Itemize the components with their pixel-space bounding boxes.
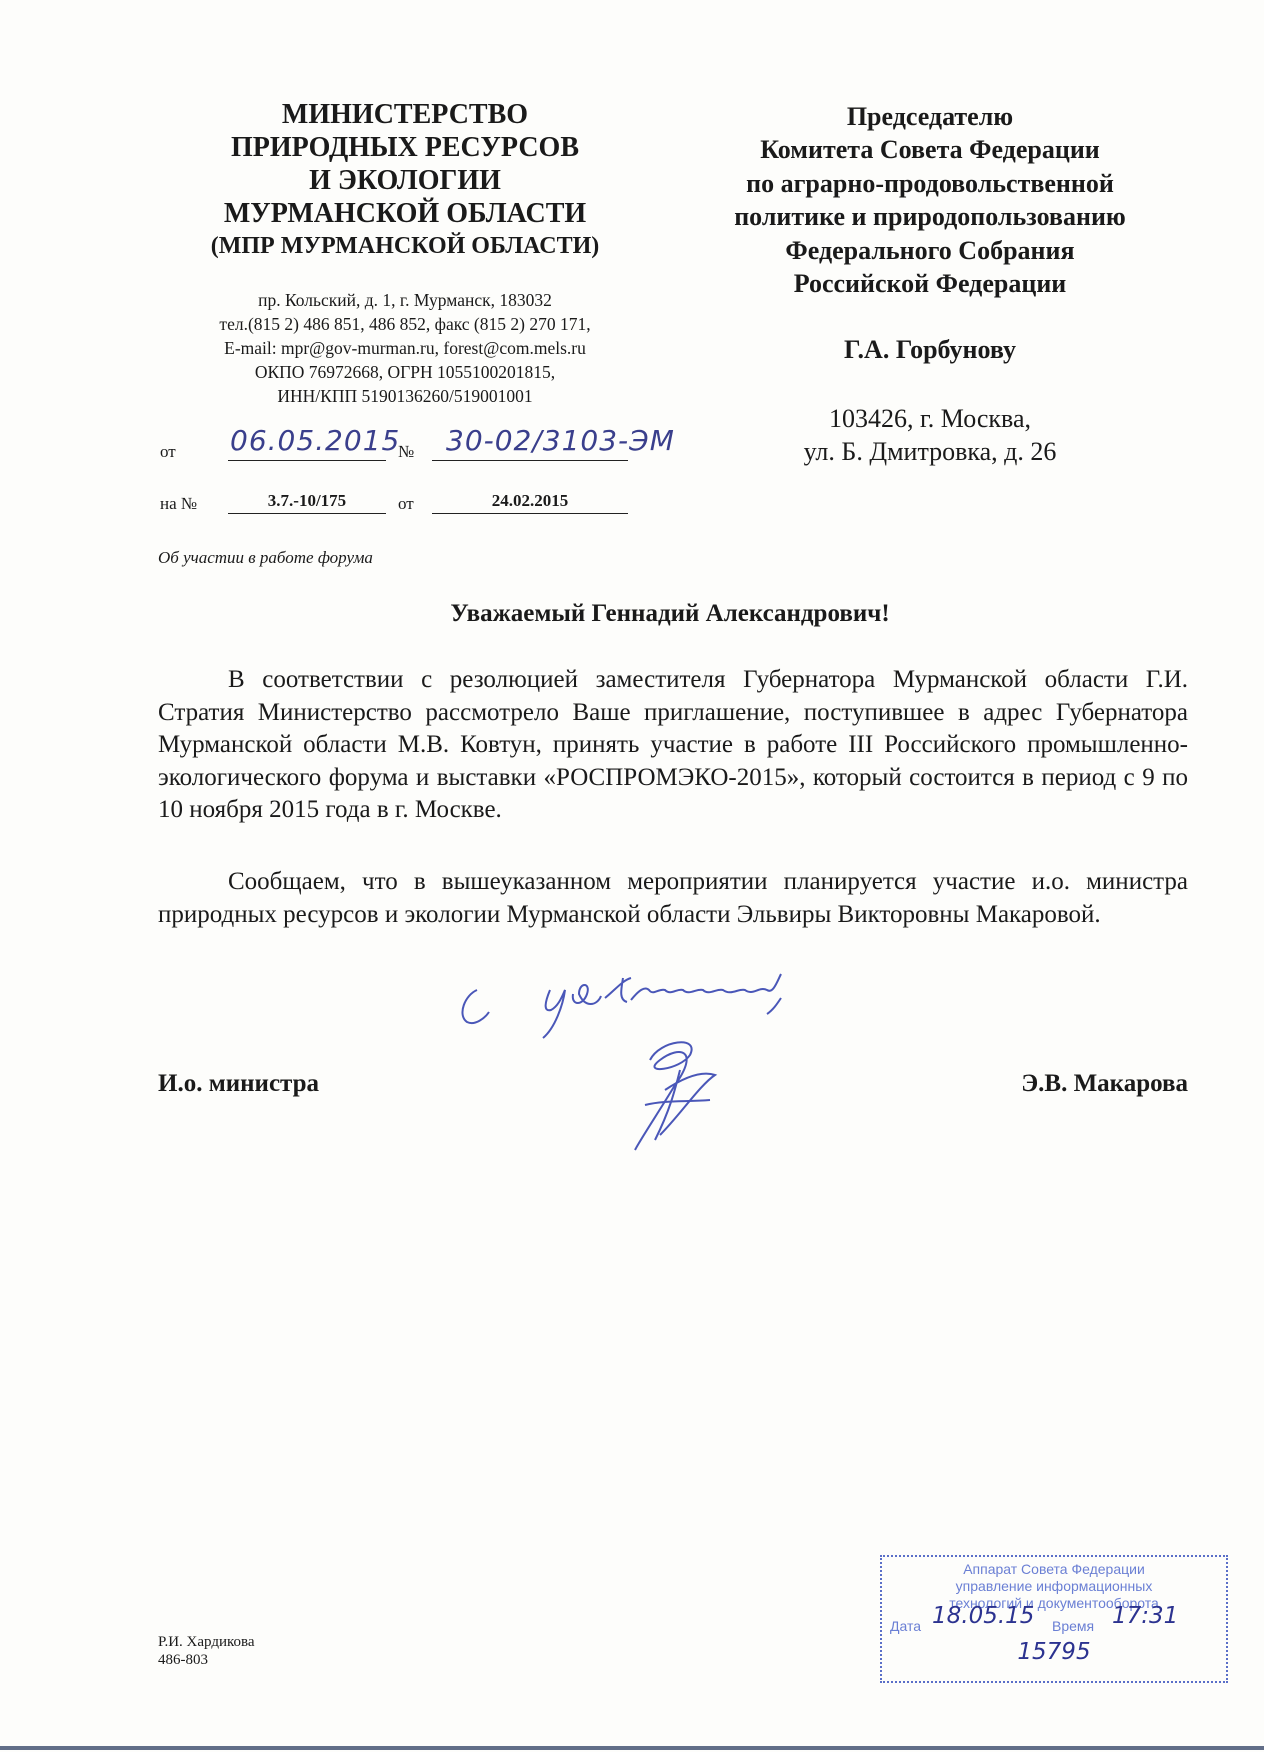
contact-inn: ИНН/КПП 5190136260/519001001 [277, 386, 533, 406]
executor-name: Р.И. Хардикова [158, 1634, 255, 1650]
outgoing-number-handwritten: 30-02/3103-ЭМ [446, 424, 675, 457]
addressee-line-1: Председателю [846, 102, 1014, 131]
ref-number: 3.7.-10/175 [228, 491, 386, 514]
ministry-abbreviation: (МПР МУРМАНСКОЙ ОБЛАСТИ) [210, 233, 600, 259]
addressee-address-line-1: 103426, г. Москва, [829, 404, 1031, 433]
addressee-line-5: Федерального Собрания [785, 235, 1075, 265]
contact-phone: тел.(815 2) 486 851, 486 852, факс (815 2) 270 171, [219, 314, 591, 334]
addressee-line-4: политике и природопользованию [734, 202, 1126, 232]
salutation: Уважаемый Геннадий Александрович! [450, 600, 890, 627]
executor-phone: 486-803 [158, 1652, 208, 1668]
contact-okpo: ОКПО 76972668, ОГРН 1055100201815, [254, 362, 556, 382]
ministry-name-line-3: И ЭКОЛОГИИ [309, 165, 501, 196]
number-label: № [398, 442, 415, 461]
signature [620, 1030, 730, 1160]
registration-stamp [880, 1555, 1228, 1683]
stamp-date: 18.05.15 [932, 1603, 1035, 1629]
stamp-time: 17:31 [1112, 1603, 1179, 1629]
addressee-line-6: Российской Федерации [793, 269, 1067, 299]
addressee-address-line-2: ул. Б. Дмитровка, д. 26 [803, 437, 1057, 466]
addressee-address [690, 402, 1170, 468]
body-paragraph-1: В соответствии с резолюцией заместителя Губернатора Мурманской области Г.И. Стратия Министерство рассмотрело Ваше приглашение, поступившее в адрес Губернатора Мурманской области М.В. Ковтун, принять участие в работе III Российского промышленно-экологического форума и выставки «РОСПРОМЭКО-2015», который состоится в период с 9 по 10 ноября 2015 года в г. Москве. [158, 666, 1188, 824]
ministry-name-line-2: ПРИРОДНЫХ РЕСУРСОВ [230, 132, 580, 163]
stamp-number: 15795 [1017, 1639, 1091, 1665]
addressee-line-2: Комитета Совета Федерации [760, 135, 1100, 165]
contact-address: пр. Кольский, д. 1, г. Мурманск, 183032 [258, 290, 552, 310]
signer-name: Э.В. Макарова [1021, 1070, 1188, 1097]
from-label: от [160, 442, 176, 461]
body-paragraph-2: Сообщаем, что в вышеуказанном мероприятии планируется участие и.о. министра природных ресурсов и экологии Мурманской области Эльвиры Викторовны Макаровой. [158, 868, 1188, 928]
ministry-header [160, 98, 650, 262]
ref-date: 24.02.2015 [432, 491, 628, 514]
addressee-name: Г.А. Горбунову [843, 335, 1017, 364]
scan-edge [0, 1746, 1264, 1750]
addressee-block [690, 100, 1170, 300]
stamp-line-2: управление информационных [955, 1578, 1153, 1594]
ref-label: на № [160, 494, 198, 513]
signer-title: И.о. министра [158, 1070, 320, 1097]
ministry-contacts [160, 288, 650, 408]
executor-info [158, 1633, 255, 1669]
stamp-line-1: Аппарат Совета Федерации [963, 1561, 1145, 1577]
ref-from-label: от [398, 494, 414, 513]
from-date-handwritten: 06.05.2015 [230, 424, 401, 457]
subject-line: Об участии в работе форума [158, 548, 373, 567]
ministry-name-line-1: МИНИСТЕРСТВО [281, 99, 529, 130]
stamp-date-label: Дата [890, 1618, 922, 1634]
ministry-name-line-4: МУРМАНСКОЙ ОБЛАСТИ [223, 198, 587, 229]
stamp-time-label: Время [1052, 1618, 1095, 1634]
handwritten-greeting [455, 960, 835, 1040]
contact-email: E-mail: mpr@gov-murman.ru, forest@com.mels.ru [224, 338, 586, 358]
stamp-line-3: технологий и документооборота [949, 1595, 1159, 1611]
addressee-line-3: по аграрно-продовольственной [746, 168, 1114, 198]
